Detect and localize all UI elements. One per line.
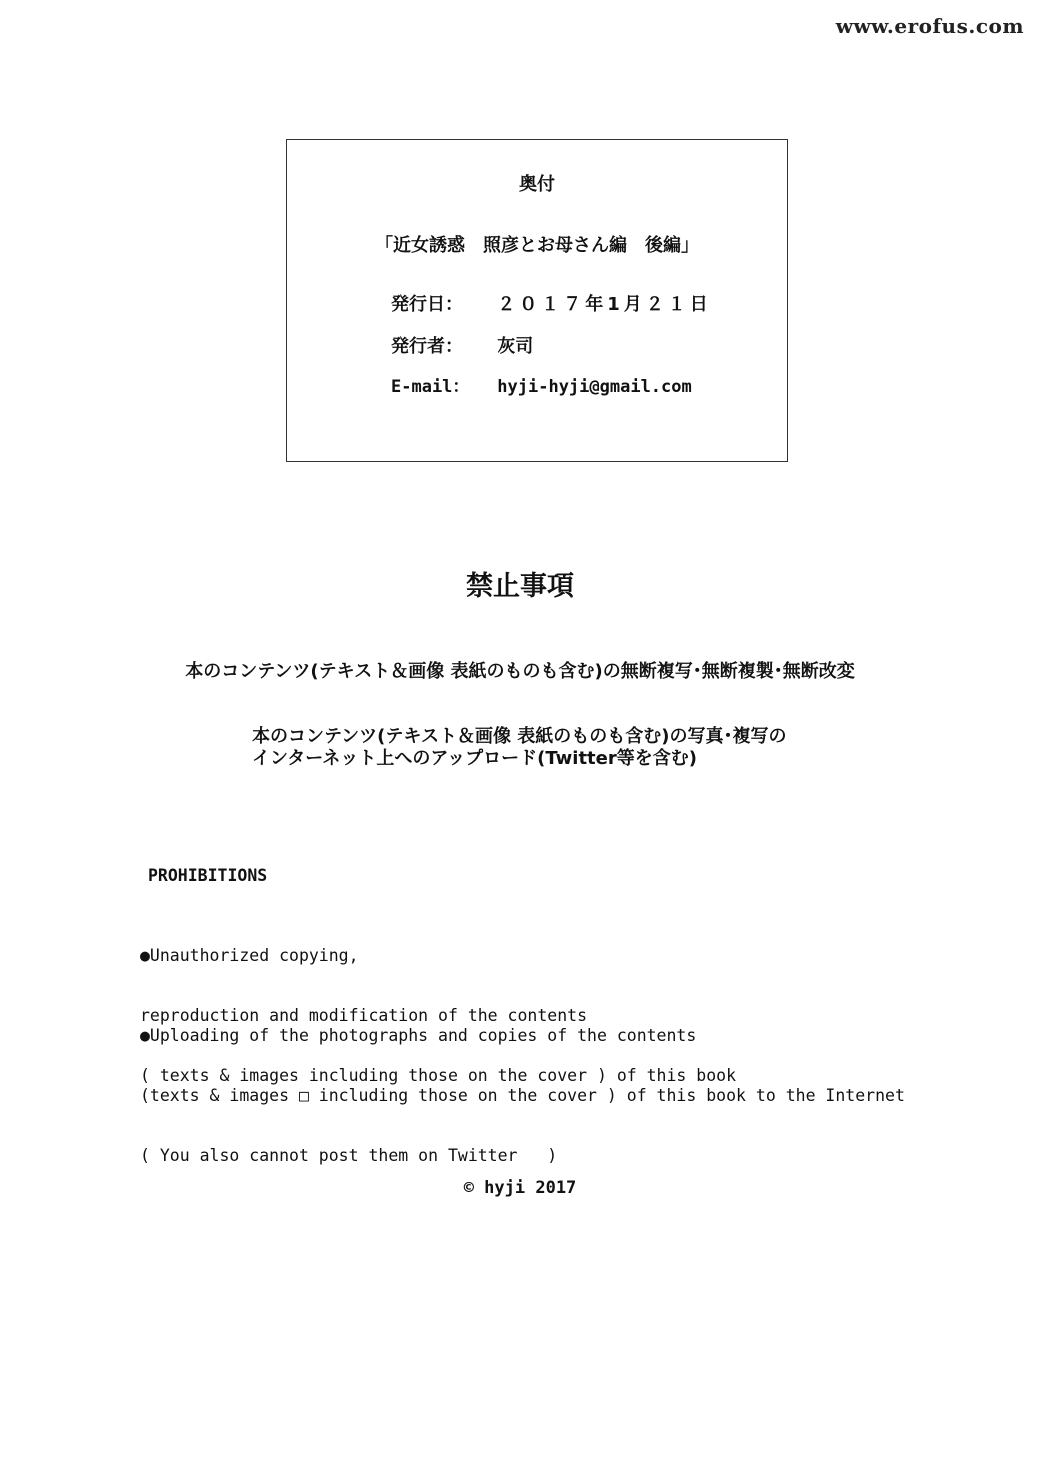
publish-date-row bbox=[391, 290, 712, 316]
publish-date-label: 発行日： bbox=[391, 294, 463, 315]
prohibition-en-item-1-line: reproduction and modification of the contents bbox=[140, 1006, 588, 1025]
email-value: hyji-hyji@gmail.com bbox=[497, 377, 692, 397]
colophon-heading: 奥付 bbox=[519, 174, 555, 195]
publisher-label: 発行者： bbox=[391, 336, 463, 357]
publisher-row bbox=[391, 332, 533, 358]
copyright-notice: © hyji 2017 bbox=[463, 1178, 577, 1198]
colophon-title: 「近女誘惑 照彦とお母さん編 後編」 bbox=[375, 235, 699, 256]
prohibition-en-item-2 bbox=[140, 986, 905, 1186]
prohibition-en-item-1-line: ( texts & images including those on the cover ) of this book bbox=[140, 1066, 737, 1085]
prohibition-en-item-2-line: (texts & images □ including those on the cover ) of this book to the Internet bbox=[140, 1086, 905, 1105]
publish-date-value: ２０１７年1月２１日 bbox=[497, 294, 712, 315]
watermark-text: www.erofus.com bbox=[835, 14, 1024, 38]
prohibition-en-item-2-line: ( You also cannot post them on Twitter ) bbox=[140, 1146, 558, 1165]
colophon-box bbox=[286, 139, 788, 462]
email-label: E-mail： bbox=[391, 377, 470, 397]
prohibition-jp-line-1: 本のコンテンツ(テキスト＆画像 表紙のものも含む)の無断複写･無断複製･無断改変 bbox=[185, 661, 855, 682]
prohibition-jp-line-3: インターネット上へのアップロード(Twitter等を含む) bbox=[252, 748, 697, 769]
prohibition-en-item-1-line: ●Unauthorized copying, bbox=[140, 946, 359, 965]
prohibition-jp-line-2: 本のコンテンツ(テキスト＆画像 表紙のものも含む)の写真･複写の bbox=[252, 726, 787, 747]
publisher-value: 灰司 bbox=[497, 336, 534, 357]
prohibitions-heading-en: PROHIBITIONS bbox=[148, 866, 268, 885]
email-row bbox=[391, 372, 692, 397]
prohibition-en-item-2-line: ●Uploading of the photographs and copies of the contents bbox=[140, 1026, 697, 1045]
prohibitions-heading-jp: 禁止事項 bbox=[466, 571, 574, 602]
